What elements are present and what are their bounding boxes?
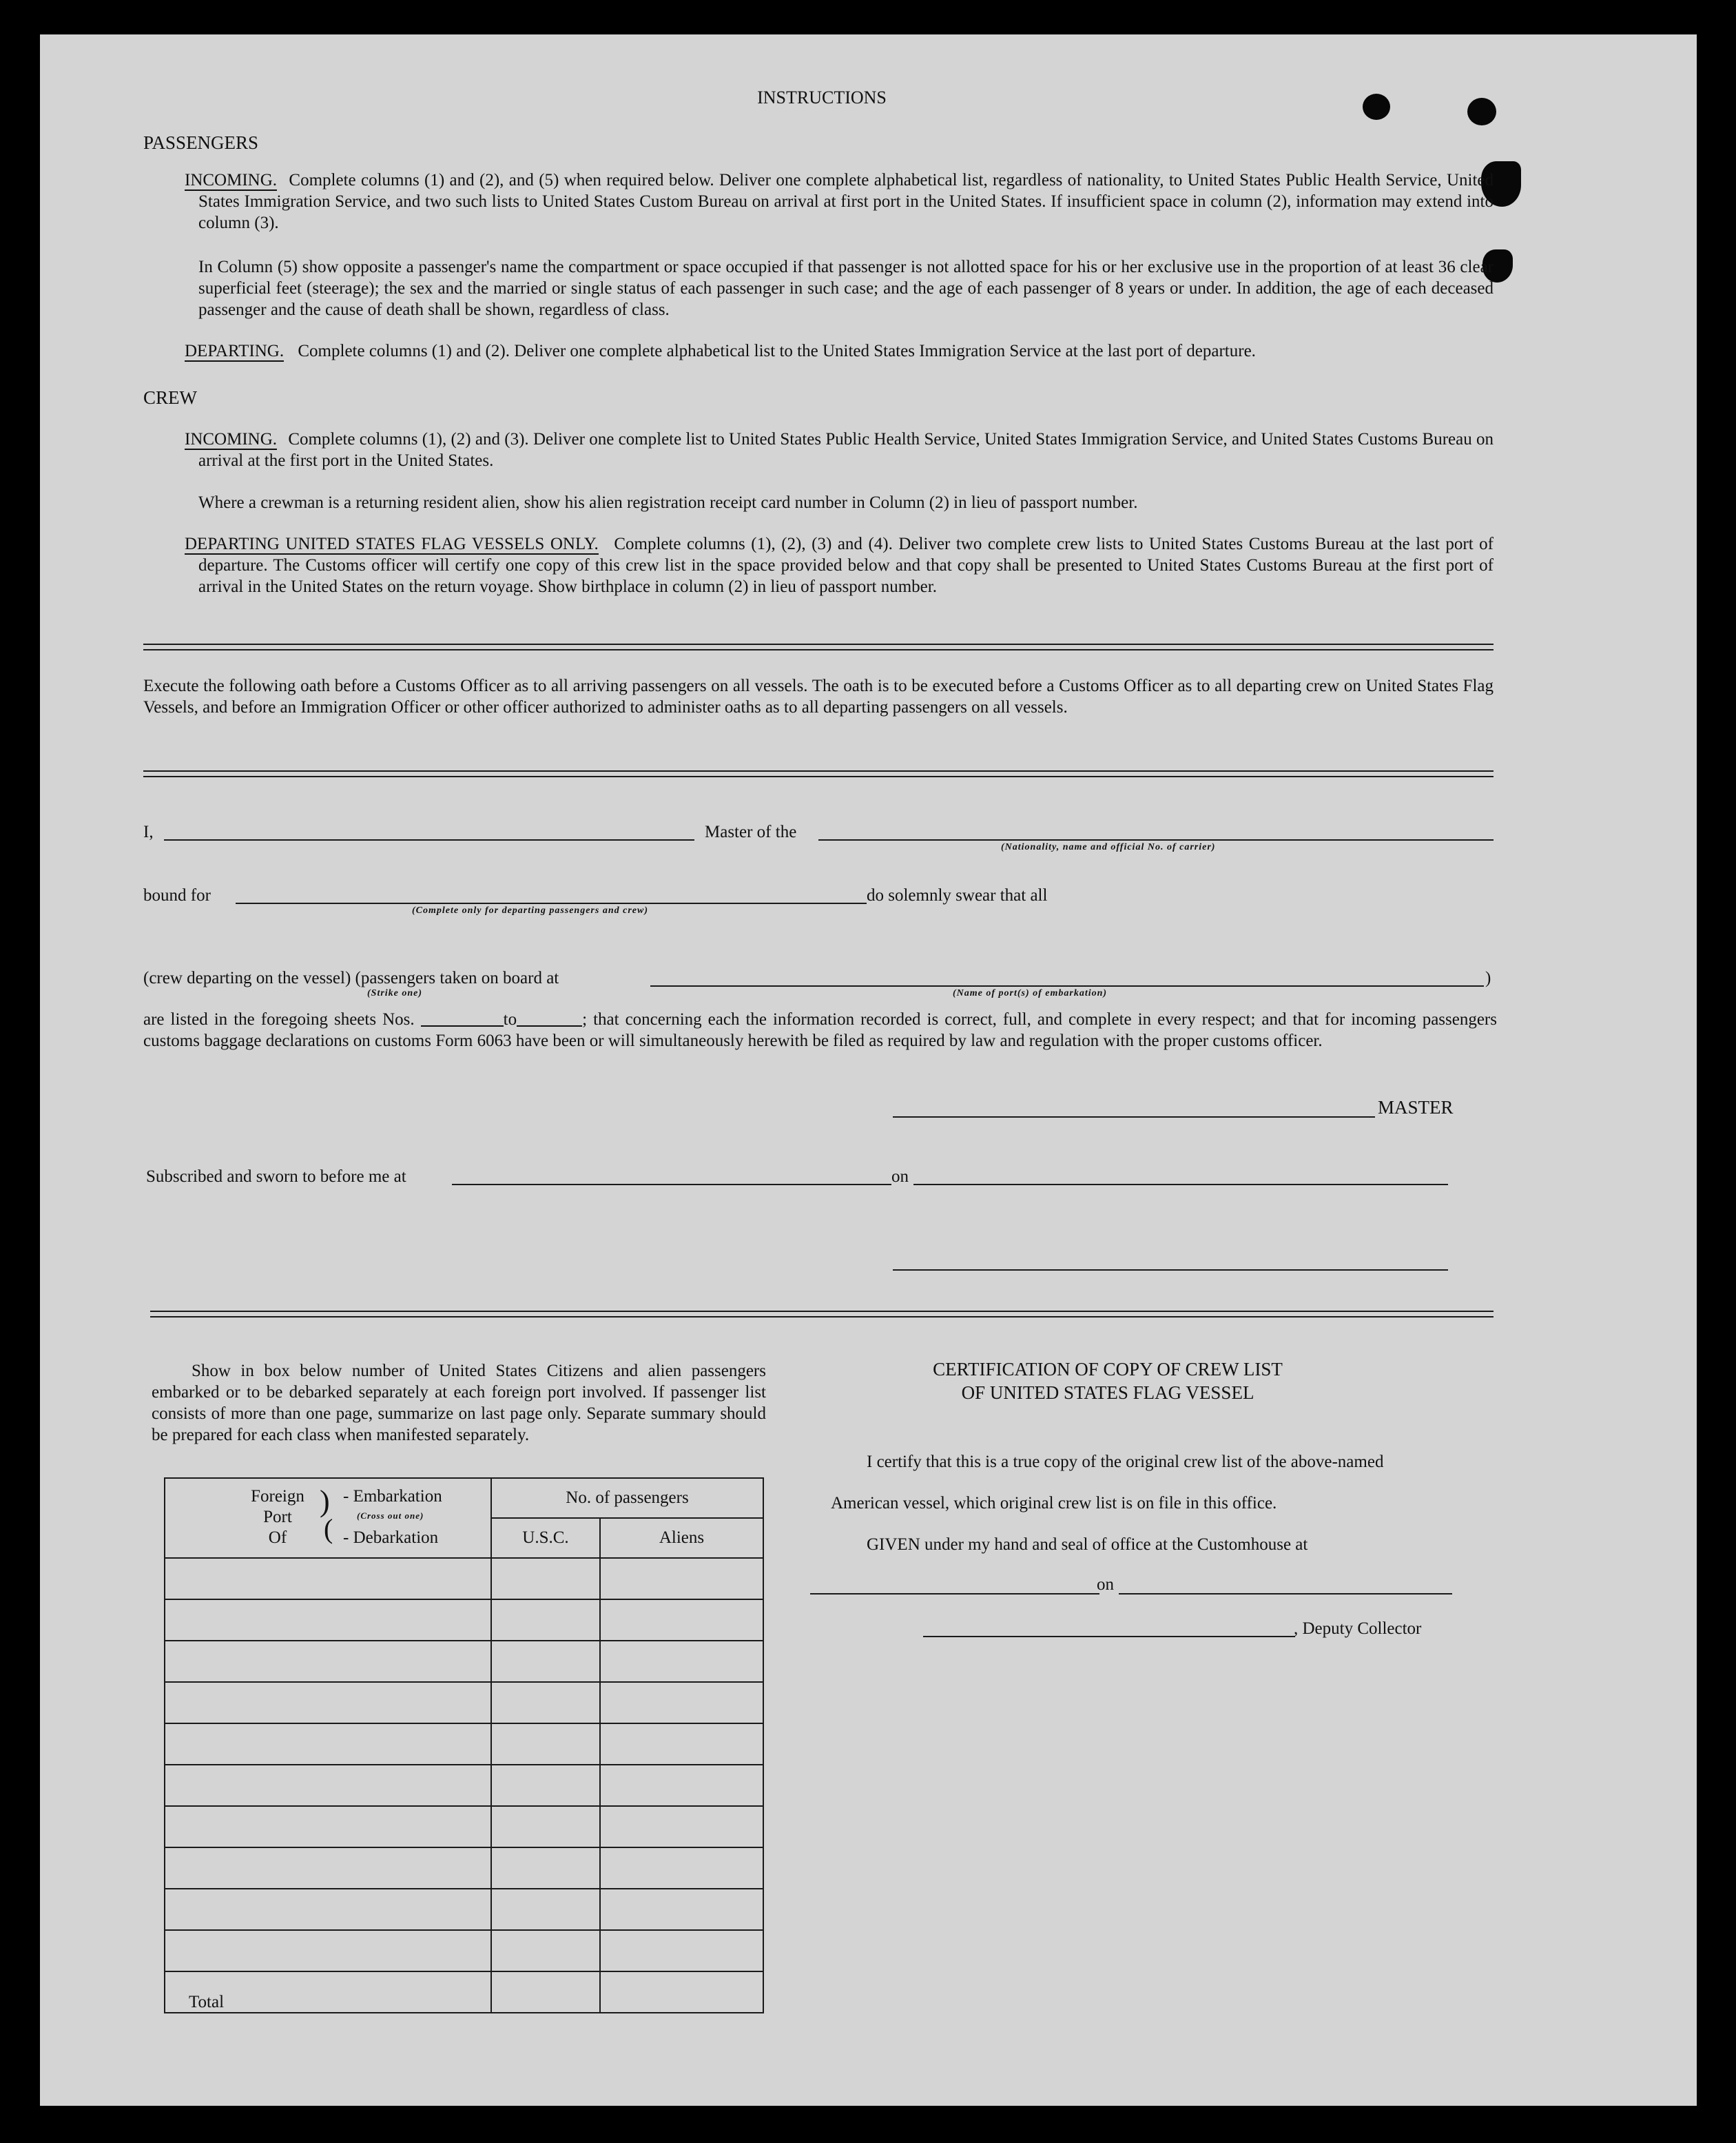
passengers-heading: PASSENGERS (143, 132, 259, 153)
table-row (165, 1682, 763, 1723)
col-aliens: Aliens (600, 1518, 763, 1558)
oath-intro: Execute the following oath before a Customs Officer as to all arriving passengers on all vessels. The oath is to be executed before a Customs Officer as to all departing crew on United States Flag Vessels, and before an Immigration Officer or other officer authorized to administer oaths as to all departing passengers on all vessels. (143, 677, 1494, 717)
master-of-label: Master of the (705, 823, 797, 841)
port-cell[interactable] (165, 1723, 491, 1765)
table-row (165, 1765, 763, 1806)
col-port: Port (263, 1508, 292, 1526)
section-divider (143, 770, 1494, 777)
col-usc: U.S.C. (491, 1518, 600, 1558)
aliens-cell[interactable] (600, 1765, 763, 1806)
port-cell[interactable] (165, 1682, 491, 1723)
aliens-cell[interactable] (600, 1847, 763, 1889)
total-aliens-cell[interactable] (600, 1971, 763, 2013)
passengers-column5-text: In Column (5) show opposite a passenger's name the compartment or space occupied if that passenger is not allotted space for his or her exclusive use in the proportion of at least 36 clear superficial feet (steerage); the sex and the married or single status of each passenger in such case; and the age of each passenger of 8 years or under. In addition, the age of each deceased passenger and the cause of death shall be shown, regardless of class. (198, 258, 1494, 319)
swear-text: do solemnly swear that all (867, 886, 1048, 905)
certification-on-label: on (1097, 1575, 1114, 1594)
port-cell[interactable] (165, 1641, 491, 1682)
aliens-cell[interactable] (600, 1641, 763, 1682)
aliens-cell[interactable] (600, 1806, 763, 1847)
table-row (165, 1847, 763, 1889)
listed-paragraph (143, 1009, 1497, 1052)
sheet-from-field[interactable] (421, 1025, 504, 1027)
total-label: Total (165, 1971, 491, 2013)
aliens-cell[interactable] (600, 1930, 763, 1971)
crew-incoming-text: Complete columns (1), (2) and (3). Deliver one complete list to United States Public Health Service, United States Immigration Service, and United States Customs Bureau on arrival at the first port in the United States. (198, 430, 1494, 470)
port-cell[interactable] (165, 1930, 491, 1971)
col-embarkation: - Embarkation (343, 1487, 442, 1506)
table-row (165, 1599, 763, 1641)
subscribed-label: Subscribed and sworn to before me at (146, 1167, 406, 1186)
section-divider (143, 644, 1494, 650)
table-row (165, 1806, 763, 1847)
to-label: to (503, 1010, 517, 1029)
crew-departing-paragraph (185, 533, 1494, 597)
master-signature-field[interactable] (893, 1116, 1415, 1118)
no-passengers-header: No. of passengers (491, 1478, 763, 1518)
passengers-departing-paragraph (185, 340, 1494, 362)
summary-instructions: Show in box below number of United States Citizens and alien passengers embarked or to be debarked separately at each foreign port involved. If passenger list consists of more than one page, summarize on last page only. Separate summary should be prepared for each class when manifested separately. (152, 1362, 766, 1444)
deputy-collector-label: , Deputy Collector (1294, 1619, 1422, 1638)
given-text: GIVEN under my hand and seal of office at the Customhouse at (867, 1535, 1308, 1554)
passenger-summary-table (164, 1477, 764, 2013)
strike-caption: (Strike one) (367, 988, 423, 998)
listed-rest: ; that concerning each the information recorded is correct, full, and complete in every respect; and that for incoming passengers customs baggage declarations on customs Form 6063 have been or will simultaneously herewith be filed as required by law and regulation with the proper customs officer. (143, 1010, 1497, 1050)
bound-caption: (Complete only for departing passengers and crew) (412, 905, 648, 916)
officer-signature-field[interactable] (893, 1269, 1448, 1271)
oath-i-label: I, (143, 823, 154, 841)
certification-date-field[interactable] (1119, 1593, 1452, 1595)
certify-line1: I certify that this is a true copy of the original crew list of the above-named (867, 1453, 1384, 1471)
port-cell[interactable] (165, 1889, 491, 1930)
total-usc-cell[interactable] (491, 1971, 600, 2013)
passengers-incoming-text: Complete columns (1) and (2), and (5) when required below. Deliver one complete alphabetical list, regardless of nationality, to United States Public Health Service, United States Immigration Service, and two such lists to United States Custom Bureau on arrival at first port in the United States. If insufficient space in column (2), information may extend into column (3). (198, 171, 1494, 232)
ports-caption: (Name of port(s) of embarkation) (953, 988, 1108, 998)
port-cell[interactable] (165, 1806, 491, 1847)
table-row (165, 1641, 763, 1682)
section-divider (150, 1311, 1494, 1317)
brace-icon: ) (320, 1484, 330, 1518)
aliens-cell[interactable] (600, 1599, 763, 1641)
customhouse-place-field[interactable] (810, 1593, 1099, 1595)
port-cell[interactable] (165, 1599, 491, 1641)
col-of: Of (268, 1528, 287, 1547)
bound-for-label: bound for (143, 886, 211, 905)
deputy-signature-field[interactable] (923, 1636, 1295, 1637)
table-row (165, 1930, 763, 1971)
usc-cell[interactable] (491, 1806, 600, 1847)
usc-cell[interactable] (491, 1641, 600, 1682)
crew-returning-text: Where a crewman is a returning resident alien, show his alien registration receipt card number in Column (2) in lieu of passport number. (198, 493, 1138, 512)
subscribed-place-field[interactable] (452, 1184, 891, 1185)
certification-title-line1: CERTIFICATION OF COPY OF CREW LIST (933, 1359, 1283, 1380)
subscribed-date-field[interactable] (913, 1184, 1448, 1185)
aliens-cell[interactable] (600, 1558, 763, 1599)
nationality-caption: (Nationality, name and official No. of carrier) (1001, 842, 1216, 852)
bound-for-field[interactable] (236, 903, 867, 904)
col-foreign: Foreign (251, 1487, 304, 1506)
table-row (165, 1889, 763, 1930)
ports-field[interactable] (650, 985, 1484, 987)
crew-passengers-text: (crew departing on the vessel) (passengers taken on board at (143, 969, 559, 987)
table-row (165, 1558, 763, 1599)
port-header-cell (165, 1478, 491, 1558)
listed-prefix: are listed in the foregoing sheets Nos. (143, 1010, 415, 1029)
subscribed-on-label: on (891, 1167, 909, 1186)
usc-cell[interactable] (491, 1889, 600, 1930)
port-cell[interactable] (165, 1847, 491, 1889)
crew-incoming-label: INCOMING. (185, 430, 278, 449)
usc-cell[interactable] (491, 1765, 600, 1806)
certification-title-line2: OF UNITED STATES FLAG VESSEL (961, 1382, 1254, 1403)
usc-cell[interactable] (491, 1930, 600, 1971)
aliens-cell[interactable] (600, 1889, 763, 1930)
usc-cell[interactable] (491, 1847, 600, 1889)
sheet-to-field[interactable] (517, 1025, 582, 1027)
crew-departing-label: DEPARTING UNITED STATES FLAG VESSELS ONLY. (185, 535, 599, 553)
brace-icon: ( (324, 1513, 333, 1544)
usc-cell[interactable] (491, 1599, 600, 1641)
crew-heading: CREW (143, 387, 197, 408)
port-cell[interactable] (165, 1765, 491, 1806)
close-paren: ) (1485, 969, 1491, 987)
master-name-field[interactable] (164, 839, 694, 841)
master-label: MASTER (1375, 1097, 1454, 1118)
port-cell[interactable] (165, 1558, 491, 1599)
col-cross-out: (Cross out one) (357, 1510, 424, 1521)
col-debarkation: - Debarkation (343, 1528, 439, 1547)
passengers-departing-text: Complete columns (1) and (2). Deliver one complete alphabetical list to the United States Immigration Service at the last port of departure. (298, 342, 1256, 360)
crew-incoming-paragraph (185, 429, 1494, 471)
passengers-incoming-label: INCOMING. (185, 171, 278, 189)
aliens-cell[interactable] (600, 1723, 763, 1765)
aliens-cell[interactable] (600, 1682, 763, 1723)
usc-cell[interactable] (491, 1723, 600, 1765)
form-sheet (40, 34, 1697, 2106)
page-title: INSTRUCTIONS (757, 88, 887, 107)
carrier-field[interactable] (818, 839, 1494, 841)
passengers-incoming-paragraph (185, 170, 1494, 234)
usc-cell[interactable] (491, 1682, 600, 1723)
table-header-row (165, 1478, 763, 1518)
table-row (165, 1723, 763, 1765)
total-row (165, 1971, 763, 2013)
passengers-departing-label: DEPARTING. (185, 342, 285, 360)
crew-departing-text: Complete columns (1), (2), (3) and (4). Deliver two complete crew lists to United States Customs Bureau at the last port of departure. The Customs officer will certify one copy of this crew list in the space provided below and that copy shall be presented to United States Customs Bureau at the first port of arrival in the United States on the return voyage. Show birthplace in column (2) in lieu of passport number. (198, 535, 1494, 596)
usc-cell[interactable] (491, 1558, 600, 1599)
certify-line2: American vessel, which original crew list is on file in this office. (831, 1494, 1277, 1513)
